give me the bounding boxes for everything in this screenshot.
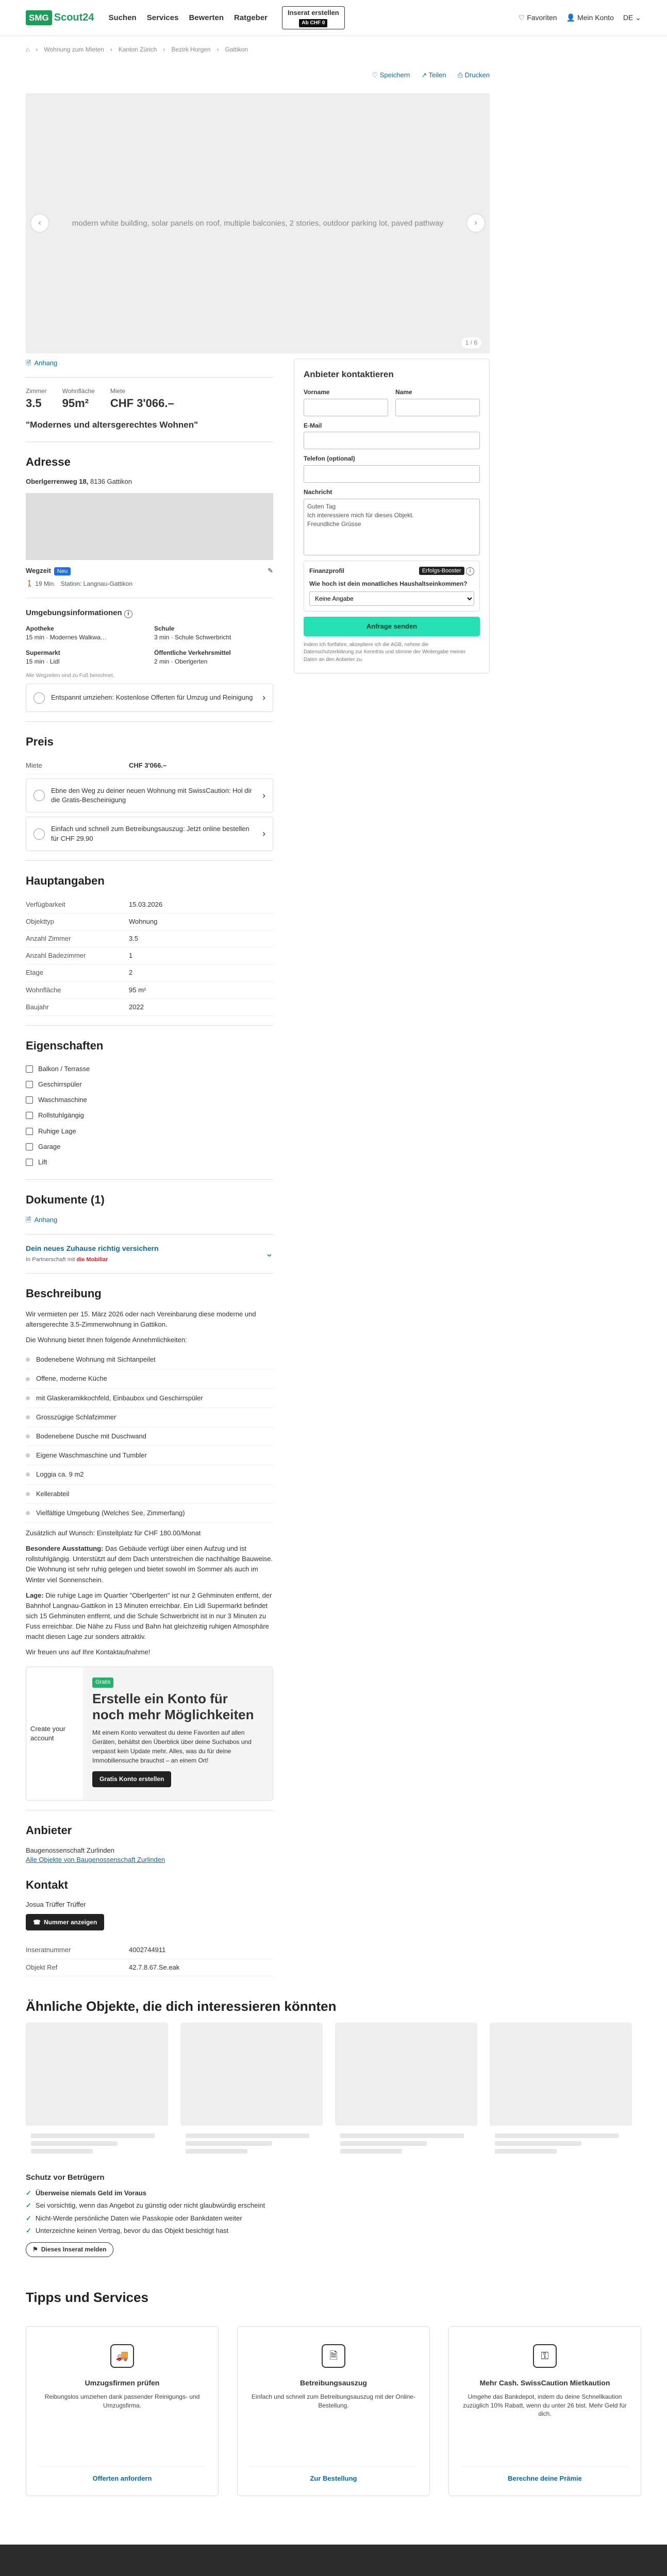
header-right	[519, 13, 641, 23]
form-legal-text: Indem ich fortfahre, akzeptiere ich die AGB, nehme die Datenschutzerklärung zur Kenntnis und stimme der Weitergabe meiner Daten an den Anbieter zu.	[304, 641, 466, 663]
area-label: Wohnfläche	[62, 387, 95, 395]
feature-icon	[26, 1065, 33, 1073]
description: Wir vermieten per 15. März 2026 oder nach Vereinbarung diese moderne und altersgerechte 3.5-Zimmerwohnung in Gattikon. Die Wohnung bietet Ihnen folgende Annehmlichkeiten: Bodenebene Wohnung mit Sichtanpeilet Offene, moderne Küche mit Glaskeramikkochfeld, Einbaubox und Geschirrspüler Grosszügige Schlafzimmer Bodenebene Dusche mit Duschwand Eigene Waschmaschine und Tumbler Loggia ca. 9 m2 Kellerabteil Vielfältige Umgebung (Welches See, Zimmerfang) Zusätzlich auf Wunsch: Einstellplatz für CHF 180.00/Monat Besondere Ausstattung: Das Gebäude verfügt über einen Aufzug und ist rollstuhlgängig. Unterstützt auf dem Dach unterstreichen die nachhaltige Bauweise. Die Wohnung ist sehr ruhig gelegen und bietet sowohl im Sommer als auch im Winter viel Sonnenschein. Lage: Die ruhige Lage im Quartier "Oberlgerten" ist nur 2 Gehminuten entfernt, der Bahnhof Langnau-Gattikon in 13 Minuten erreichbar. Ein Lidl Supermarkt befindet sich 15 Gehminuten entfernt, und die Schule Schwerbricht ist in nur 3 Minuten zu Fuss erreichbar. Die Nähe zu Fluss und Bahn hat gleichzeitig ruhigen Atmosphäre macht diesen Lage zur sonders attraktiv. Wir freuen uns auf Ihre Kontaktaufnahme!	[26, 1310, 273, 1656]
tool-link[interactable]: Zur Bestellung	[250, 2466, 417, 2483]
finance-profile: Finanzprofil Erfolgs-Booster i Wie hoch ist dein monatliches Haushaltseinkommen? Keine Angabe	[304, 561, 480, 612]
booster-badge: Erfolgs-Booster	[419, 567, 464, 575]
feature-item: Ruhige Lage	[26, 1124, 273, 1139]
feature-item: Rollstuhlgängig	[26, 1108, 273, 1123]
list-item: ✓ Überweise niemals Geld im Voraus	[26, 2187, 641, 2199]
contact-form-heading: Anbieter kontaktieren	[304, 369, 394, 379]
address-text: Oberlgerrenweg 18, 8136 Gattikon	[26, 478, 132, 486]
table-row: Etage 2	[26, 964, 273, 981]
chevron-down-icon: ⌄	[635, 13, 641, 22]
gallery-image-alt: modern white building, solar panels on roof, multiple balconies, 2 stories, outdoor parking lot, paved pathway	[72, 218, 444, 228]
main-info-heading: Hauptangaben	[26, 874, 105, 887]
table-row: Wohnfläche 95 m²	[26, 981, 273, 998]
gallery-counter: 1 / 6	[461, 337, 481, 348]
insurance-title: Dein neues Zuhause richtig versichern	[26, 1244, 159, 1253]
features-heading: Eigenschaften	[26, 1039, 104, 1052]
account-promo-label: Create your account	[30, 1725, 65, 1742]
address-heading: Adresse	[26, 455, 71, 468]
send-inquiry-button[interactable]: Anfrage senden	[304, 617, 480, 636]
flag-icon: ⚑	[32, 2245, 38, 2253]
chevron-right-icon: ›	[262, 692, 265, 703]
list-item: Loggia ca. 9 m2	[26, 1465, 273, 1484]
table-row: Inseratnummer 4002744911	[26, 1942, 273, 1959]
breadcrumb: ⌂ › Wohnung zum Mieten › Kanton Zürich › Bezirk Horgen › Gattikon	[26, 46, 248, 53]
main-info-table	[26, 896, 273, 1016]
message-textarea[interactable]: Guten Tag Ich interessiere mich für dieses Objekt. Freundliche Grüsse	[304, 499, 480, 555]
tool-link[interactable]: Berechne deine Prämie	[461, 2466, 628, 2483]
breadcrumb-item[interactable]: Kanton Zürich	[118, 46, 157, 53]
contact-person: Josua Trüffer Trüffer	[26, 1901, 86, 1909]
table-row: Anzahl Zimmer 3.5	[26, 930, 273, 947]
price-heading: Preis	[26, 735, 54, 749]
first-name-label: Vorname	[304, 388, 330, 396]
table-row: Baujahr 2022	[26, 998, 273, 1015]
account-promo-text: Mit einem Konto verwaltest du deine Favoriten auf allen Geräten, behältst den Überblick über deine Suchabos und verpasst kein Update mehr. Alles, was du für deine Immobiliensuche brauchst – an einem Ort!	[92, 1729, 252, 1765]
document-icon	[34, 828, 45, 840]
tools-cards	[0, 2314, 667, 2509]
gallery-next-button[interactable]: ›	[467, 214, 485, 232]
key-facts	[26, 387, 273, 412]
reference-table	[26, 1942, 273, 1976]
create-listing-badge: Ab CHF 0	[299, 19, 327, 27]
last-name-input[interactable]	[395, 399, 480, 416]
create-listing-button[interactable]	[282, 6, 345, 29]
document-link[interactable]: 🗎 Anhang	[26, 1215, 273, 1225]
heart-icon: ♡	[518, 13, 525, 22]
chevron-down-icon: ⌄	[265, 1248, 273, 1259]
rooms-label: Zimmer	[26, 387, 47, 395]
phone-label: Telefon (optional)	[304, 455, 355, 463]
similar-listing-card[interactable]	[335, 2023, 477, 2126]
key-icon	[34, 790, 45, 801]
description-heading: Beschreibung	[26, 1287, 102, 1300]
truck-icon: 🚚	[110, 2344, 134, 2368]
info-icon[interactable]: i	[124, 610, 132, 618]
list-item: ✓ Sei vorsichtig, wenn das Angebot zu günstig oder nicht glaubwürdig erscheint	[26, 2199, 641, 2212]
message-label: Nachricht	[304, 488, 332, 496]
feature-icon	[26, 1143, 33, 1150]
report-listing-button[interactable]: ⚑ Dieses Inserat melden	[26, 2242, 113, 2257]
tool-card: 🗎 Betreibungsauszug Einfach und schnell zum Betreibungsauszug mit der Online-Bestellung. Zur Bestellung	[237, 2326, 430, 2496]
feature-icon	[26, 1112, 33, 1119]
feature-item: Waschmaschine	[26, 1092, 273, 1108]
fraud-protection	[0, 2172, 667, 2257]
feature-item: Geschirrspüler	[26, 1077, 273, 1092]
language-label: DE	[623, 13, 633, 22]
listing-title: "Modernes und altersgerechtes Wohnen"	[26, 419, 198, 430]
provider-heading: Anbieter	[26, 1824, 72, 1837]
attachment-link[interactable]: 🗎 Anhang	[26, 359, 273, 368]
list-item: Grosszügige Schlafzimmer	[26, 1408, 273, 1427]
save-button[interactable]: ♡ Speichern	[372, 71, 410, 79]
favorites-label: Favoriten	[527, 13, 557, 22]
table-row: Verfügbarkeit 15.03.2026	[26, 896, 273, 913]
account-label: Mein Konto	[577, 13, 614, 22]
list-item: ✓ Nicht-Werde persönliche Daten wie Passkopie oder Bankdaten weiter	[26, 2212, 641, 2225]
map[interactable]	[26, 493, 273, 560]
feature-item: Garage	[26, 1139, 273, 1155]
phone-input[interactable]	[304, 465, 480, 483]
listing-details	[26, 353, 273, 1976]
provider-name: Baugenossenschaft Zurlinden	[26, 1846, 115, 1855]
truck-icon	[34, 692, 45, 704]
breadcrumb-item[interactable]: Wohnung zum Mieten	[44, 46, 104, 53]
list-item: Bodenebene Dusche mit Duschwand	[26, 1427, 273, 1446]
email-label: E-Mail	[304, 421, 322, 429]
amenity-item: Supermarkt 15 min · Lidl	[26, 649, 60, 666]
account-promo-heading: Erstelle ein Konto für noch mehr Möglichkeiten	[92, 1690, 254, 1723]
free-badge: Gratis	[92, 1677, 113, 1687]
show-number-button[interactable]: ☎ Nummer anzeigen	[26, 1914, 104, 1931]
amenity-item: Öffentliche Verkehrsmittel 2 min · Oberlgerten	[154, 649, 231, 666]
user-icon: 👤	[566, 13, 575, 22]
area-value: 95m²	[62, 396, 89, 410]
nav-bewerten[interactable]: Bewerten	[189, 13, 224, 22]
document-icon: 🗎	[26, 359, 31, 367]
create-account-button[interactable]: Gratis Konto erstellen	[92, 1771, 171, 1787]
debt-extract-promo[interactable]: Einfach und schnell zum Betreibungsauszug: Jetzt online bestellen für CHF 29.90 ›	[26, 817, 273, 851]
site-header	[0, 0, 667, 36]
rooms-value: 3.5	[26, 396, 42, 410]
main-nav	[109, 12, 268, 23]
tools-heading: Tipps und Services	[26, 2289, 148, 2305]
tool-card: ⚿ Mehr Cash. SwissCaution Mietkaution Umgehe das Bankdepot, indem du deine Schnellkaution zuzüglich 10% Rabatt, wenn du unter 26 bist. Mehr Geld für dich. Berechne deine Prämie	[448, 2326, 641, 2496]
breadcrumb-item[interactable]: Bezirk Horgen	[171, 46, 211, 53]
amenity-item: Apotheke 15 min · Modernes Walkwa…	[26, 624, 107, 641]
gallery-prev-button[interactable]: ‹	[31, 214, 48, 232]
new-badge: Neu	[54, 567, 71, 575]
feature-item: Lift	[26, 1155, 273, 1170]
walk-time: Wegzeit Neu ✎	[26, 566, 273, 575]
document-icon: 🗎	[26, 1215, 31, 1224]
listing-actions	[26, 63, 490, 87]
logo[interactable]	[26, 10, 94, 26]
walk-info: 🚶 19 Min. Station: Langnau-Gattikon	[26, 580, 133, 587]
account-promo	[26, 1667, 273, 1801]
home-icon[interactable]: ⌂	[26, 46, 30, 53]
first-name-input[interactable]	[304, 399, 388, 416]
edit-icon[interactable]: ✎	[268, 566, 273, 574]
fraud-heading: Schutz vor Betrügern	[26, 2173, 105, 2182]
amenities-grid	[26, 624, 273, 666]
similar-listing-card[interactable]	[26, 2023, 168, 2126]
similar-heading: Ähnliche Objekte, die dich interessieren könnten	[26, 1998, 337, 2014]
similar-listing-card[interactable]	[180, 2023, 323, 2126]
table-row: Objekttyp Wohnung	[26, 913, 273, 930]
list-item: ✓ Unterzeichne keinen Vertrag, bevor du das Objekt besichtigt hast	[26, 2225, 641, 2237]
nav-suchen[interactable]: Suchen	[108, 13, 137, 22]
account-link[interactable]	[566, 13, 614, 23]
rent-value: CHF 3'066.–	[110, 396, 174, 410]
last-name-label: Name	[395, 388, 412, 396]
list-item: Eigene Waschmaschine und Tumbler	[26, 1446, 273, 1465]
feature-icon	[26, 1081, 33, 1088]
chevron-right-icon: ›	[262, 828, 265, 839]
logo-text: Scout24	[54, 12, 94, 24]
similar-listings	[0, 2023, 667, 2172]
feature-icon	[26, 1159, 33, 1166]
list-item: Bodenebene Wohnung mit Sichtanpeilet	[26, 1350, 273, 1369]
documents-heading: Dokumente (1)	[26, 1193, 105, 1207]
feature-item: Balkon / Terrasse	[26, 1061, 273, 1077]
chevron-right-icon: ›	[262, 790, 265, 801]
insurance-promo[interactable]: Dein neues Zuhause richtig versichern In Partnerschaft mit die Mobiliar ⌄	[26, 1244, 273, 1263]
income-select[interactable]	[309, 591, 474, 606]
info-icon[interactable]: i	[466, 567, 474, 575]
amenities-note: Alle Wegzeiten sind zu Fuß berechnet.	[26, 672, 114, 679]
phone-icon: ☎	[33, 1918, 41, 1926]
nav-ratgeber[interactable]: Ratgeber	[234, 13, 268, 22]
breadcrumb-item[interactable]: Gattikon	[225, 46, 248, 53]
amenity-item: Schule 3 min · Schule Schwerbricht	[154, 624, 231, 641]
list-item: Offene, moderne Küche	[26, 1369, 273, 1388]
feature-icon	[26, 1128, 33, 1135]
list-item: mit Glaskeramikkochfeld, Einbaubox und Geschirrspüler	[26, 1389, 273, 1408]
logo-mark: SMG	[26, 10, 52, 26]
key-icon: ⚿	[533, 2344, 557, 2368]
income-question: Wie hoch ist dein monatliches Haushaltseinkommen?	[309, 580, 468, 587]
list-item: Kellerabteil	[26, 1485, 273, 1504]
contact-form	[294, 359, 490, 673]
print-button[interactable]: ⎙ Drucken	[457, 71, 490, 79]
moving-promo[interactable]: Entspannt umziehen: Kostenlose Offerten für Umzug und Reinigung ›	[26, 684, 273, 712]
feature-icon	[26, 1096, 33, 1104]
favorites-link[interactable]	[519, 13, 557, 23]
site-footer	[0, 2545, 667, 2576]
mobiliar-logo: die Mobiliar	[76, 1256, 108, 1263]
list-item: Vielfältige Umgebung (Welches See, Zimmerfang)	[26, 1504, 273, 1523]
swisscaution-promo[interactable]: Ebne den Weg zu deiner neuen Wohnung mit SwissCaution: Hol dir die Gratis-Bescheinigung ›	[26, 778, 273, 812]
similar-listing-card[interactable]	[490, 2023, 632, 2126]
features-list	[26, 1061, 273, 1170]
document-icon: 🗎	[322, 2344, 345, 2368]
price-table: Miete CHF 3'066.–	[26, 757, 273, 774]
rent-label: Miete	[110, 387, 126, 395]
tool-card: 🚚 Umzugsfirmen prüfen Reibungslos umziehen dank passender Reinigungs- und Umzugsfirma. Offerten anfordern	[26, 2326, 219, 2496]
contact-heading: Kontakt	[26, 1878, 68, 1891]
email-input[interactable]	[304, 432, 480, 449]
create-listing-label: Inserat erstellen	[288, 9, 339, 17]
amenities-heading: Umgebungsinformationen i	[26, 607, 273, 618]
image-gallery[interactable]	[26, 93, 490, 353]
provider-listings-link[interactable]: Alle Objekte von Baugenossenschaft Zurlinden	[26, 1856, 165, 1864]
language-select[interactable]	[623, 13, 641, 23]
share-button[interactable]: ↗ Teilen	[421, 71, 446, 79]
tool-link[interactable]: Offerten anfordern	[39, 2466, 206, 2483]
table-row: Objekt Ref 42.7.8.67.Se.eak	[26, 1959, 273, 1976]
table-row: Anzahl Badezimmer 1	[26, 947, 273, 964]
nav-services[interactable]: Services	[146, 13, 179, 22]
